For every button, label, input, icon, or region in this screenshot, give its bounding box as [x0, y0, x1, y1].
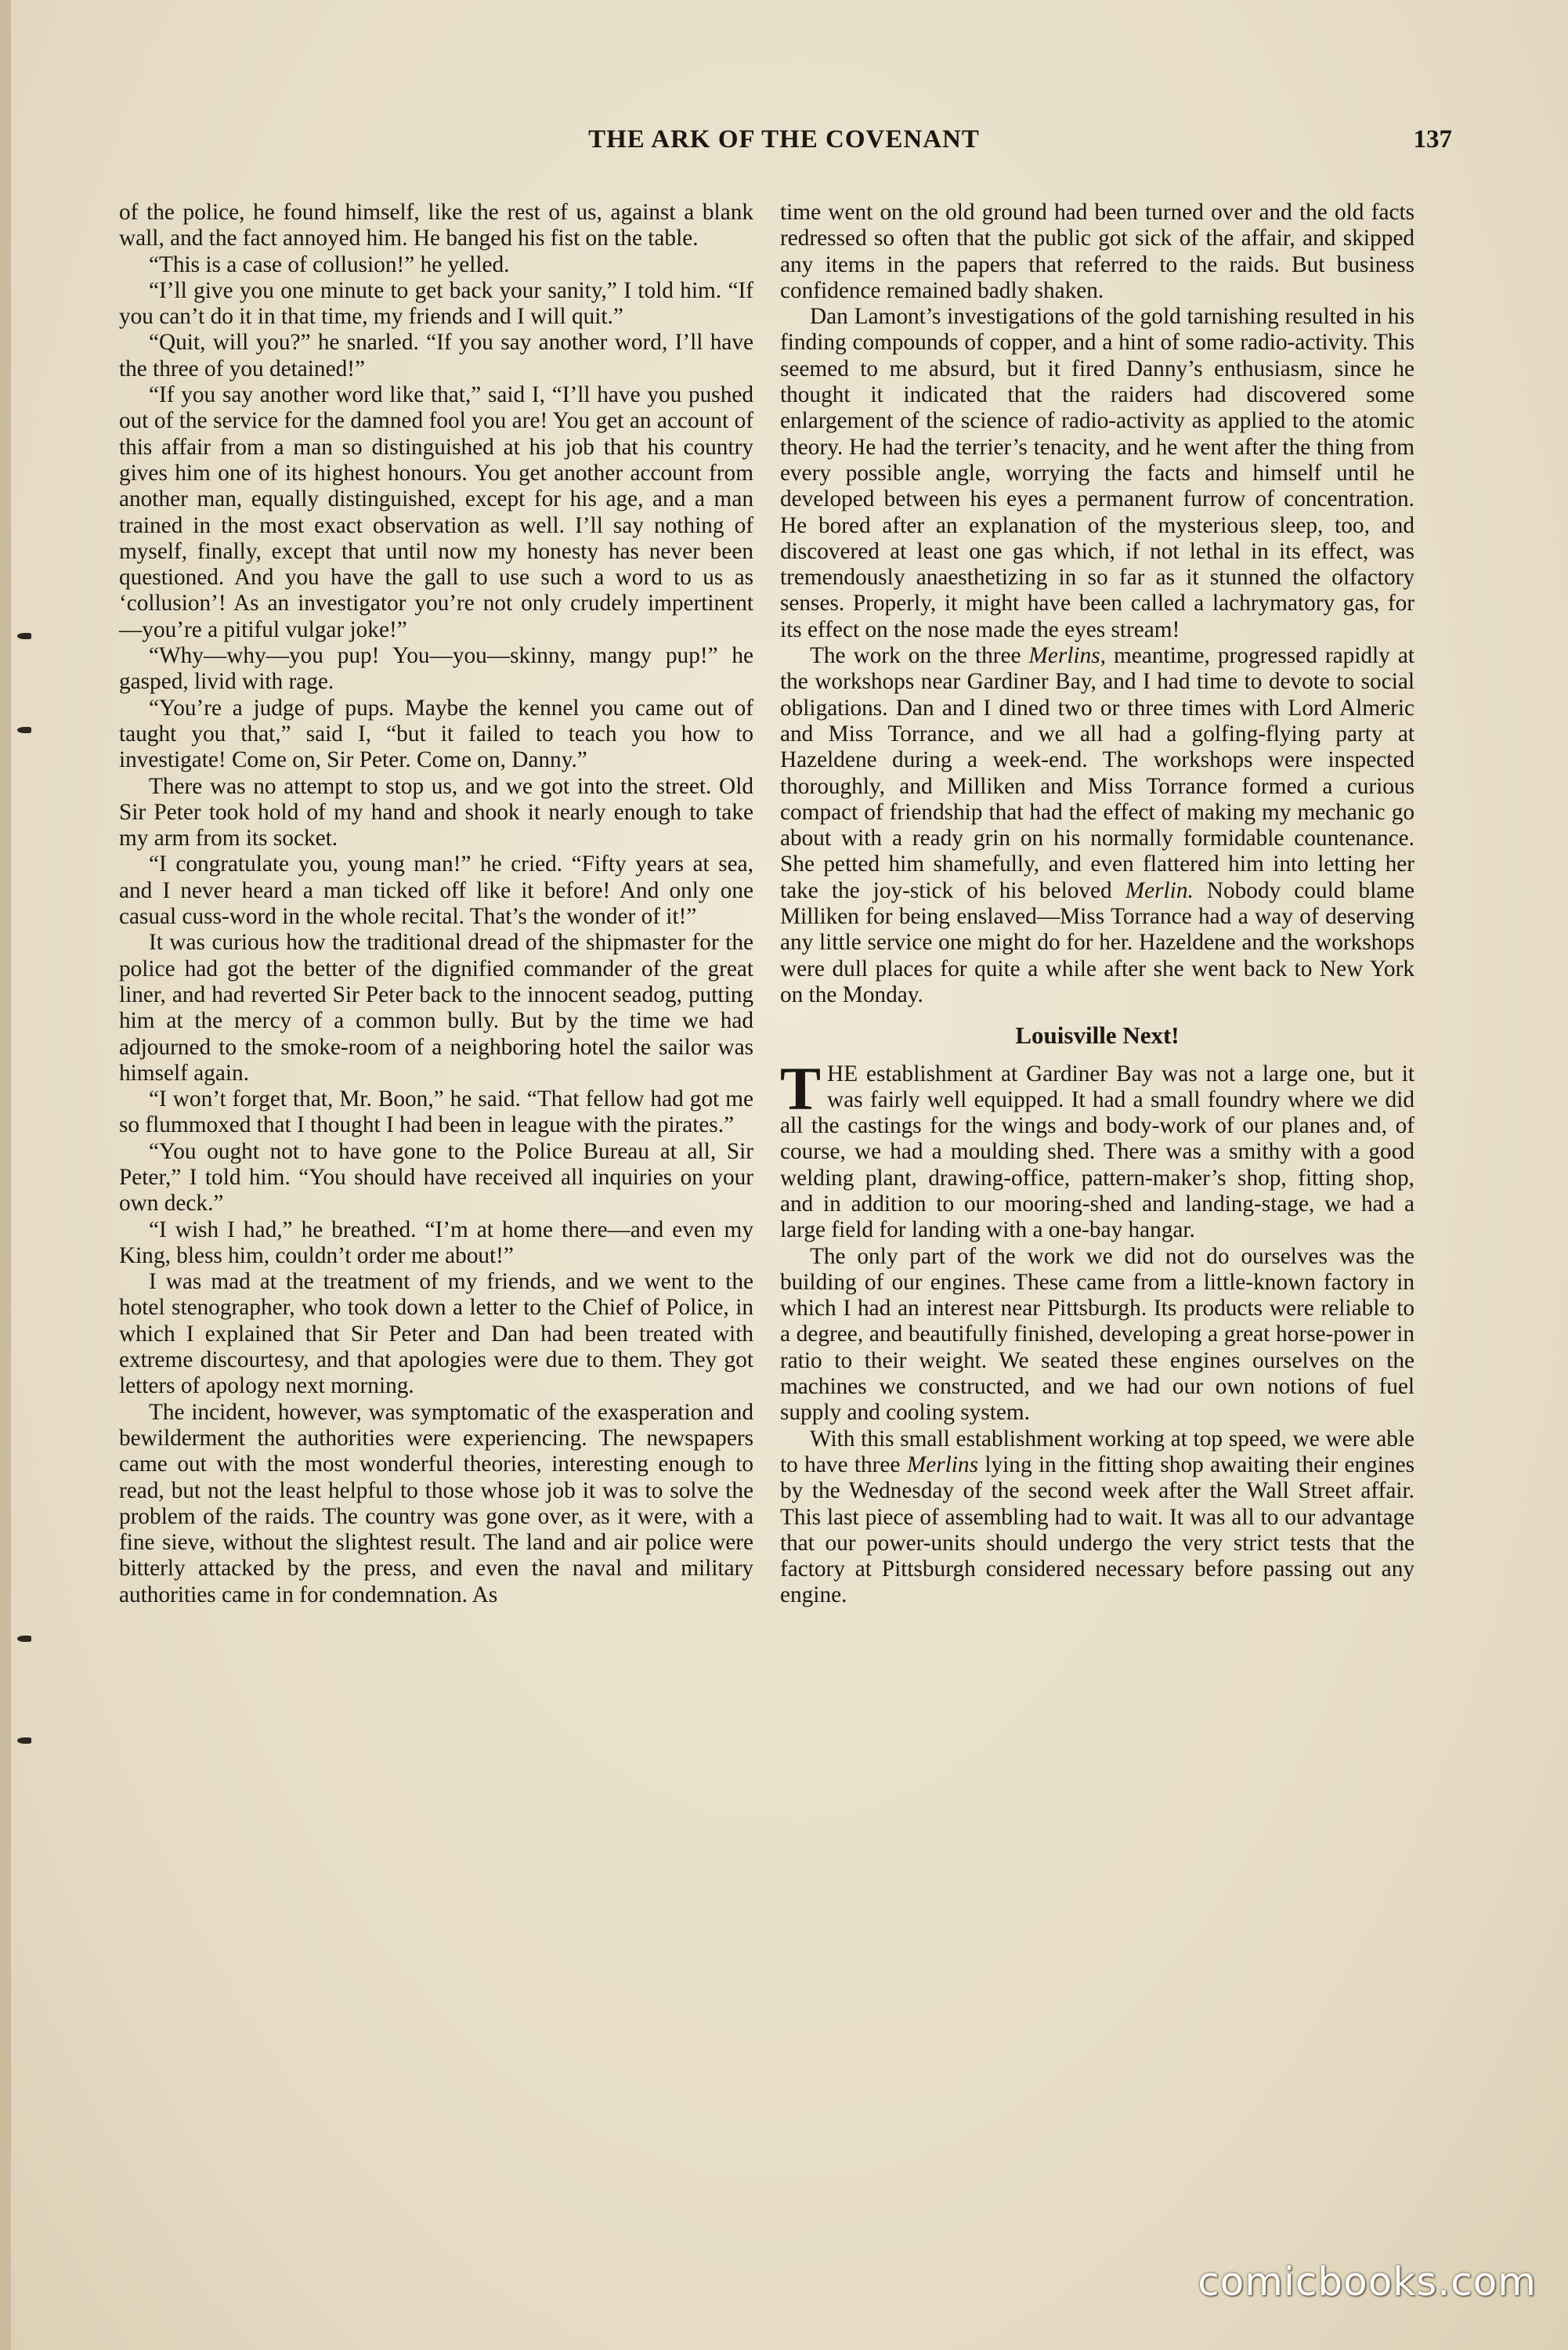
running-header — [117, 118, 1451, 172]
margin-binding-mark — [17, 633, 31, 639]
margin-binding-mark — [17, 727, 31, 733]
text-run: Nobody could blame Milliken for being enslaved—Miss Torrance had a way of deserving any little service one might do for her. Hazeldene and the workshops were dull places for quite a while after she went back to New York on the Monday. — [780, 877, 1415, 1007]
paragraph: “You’re a judge of pups. Maybe the kennel you came out of taught you that,” said I, “but it failed to teach you how to investigate! Come on, Sir Peter. Come on, Danny.” — [119, 695, 753, 773]
paragraph-merlins — [780, 643, 1414, 1008]
ship-name: Merlins, — [1028, 643, 1106, 669]
paragraph: of the police, he found himself, like the rest of us, against a blank wall, and the fact annoyed him. He banged his fist on the table. — [119, 200, 753, 251]
ship-name: Merlin. — [1125, 877, 1194, 903]
page-number: 137 — [1413, 125, 1452, 154]
paragraph: “Quit, will you?” he snarled. “If you say another word, I’ll have the three of you detained!” — [119, 330, 753, 381]
paragraph: I was mad at the treatment of my friends, and we went to the hotel stenographer, who took down a letter to the Chief of Police, in which I explained that Sir Peter and Dan had been treated with extreme discourtesy, and that apologies were due to them. They got letters of apology next morning. — [119, 1269, 753, 1399]
paragraph: “I’ll give you one minute to get back your sanity,” I told him. “If you can’t do it in that time, my friends and I will quit.” — [119, 277, 753, 330]
text-run: The work on the three — [810, 643, 1029, 669]
text-run: HE establishment at Gardiner Bay was not a large one, but it was fairly well equipped. It had a small foundry where we did all the castings for the wings and body-work of our planes and, of course, we had a moulding shed. There was a smithy with a good welding plant, drawing-office, pattern-maker’s shop, fitting shop, and in addition to our mooring-shed and landing-stage, we had a large field for landing with a one-bay hangar. — [780, 1061, 1414, 1243]
running-title: THE ARK OF THE COVENANT — [588, 125, 980, 154]
text-run: lying in the fitting shop awaiting their engines by the Wednesday of the second week after the Wall Street affair. This last piece of assembling had to wait. It was all to our advantage that our power-units should undergo the very strict tests that the factory at Pittsburgh considered necessary before passing out any engine. — [780, 1452, 1414, 1608]
paragraph: “I won’t forget that, Mr. Boon,” he said. “That fellow had got me so flummoxed that I thought I had been in league with the pirates.” — [119, 1086, 753, 1138]
paragraph: Dan Lamont’s investigations of the gold tarnishing resulted in his finding compounds of copper, and a hint of some radio-activity. This seemed to me absurd, but it fired Danny’s enthusiasm, since he thought it indicated that the raiders had discovered some enlargement of the science of radio-activity as applied to the atomic theory. He had the terrier’s tenacity, and he went after the thing from every possible angle, worrying the facts and himself until he developed between his eyes a permanent furrow of concentration. He bored after an explanation of the mysterious sleep, too, and discovered at least one gas which, if not lethal in its effect, was tremendously anaesthetizing in so far as it stunned the olfactory senses. Properly, it might have been called a lachrymatory gas, for its effect on the nose made the eyes stream! — [780, 304, 1414, 642]
paragraph: “I congratulate you, young man!” he cried. “Fifty years at sea, and I never heard a man ticked off like it before! And only one casual cuss-word in the whole recital. That’s the wonder of it!” — [119, 851, 753, 930]
right-column — [780, 200, 1414, 1609]
paragraph: The incident, however, was symptomatic of the exasperation and bewilderment the authorities were experiencing. The newspapers came out with the most wonderful theories, interesting enough to read, but not the least helpful to those whose job it was to solve the problem of the raids. The country was gone over, as it were, with a fine sieve, without the slightest result. The land and air police were bitterly attacked by the press, and even the naval and military authorities came in for condemnation. As — [119, 1399, 753, 1607]
margin-binding-mark — [17, 1636, 31, 1642]
left-column — [119, 200, 753, 1608]
paragraph: “This is a case of collusion!” he yelled. — [149, 251, 510, 277]
drop-cap: T — [780, 1054, 822, 1123]
paragraph: “Why—why—you pup! You—you—skinny, mangy pup!” he gasped, livid with rage. — [119, 643, 753, 695]
paragraph: time went on the old ground had been turned over and the old facts redressed so often that the public got sick of the affair, and skipped any items in the papers that referred to the raids. But business confidence remained badly shaken. — [780, 200, 1414, 303]
paragraph: The only part of the work we did not do ourselves was the building of our engines. These came from a little-known factory in which I had an interest near Pittsburgh. Its products were reliable to a degree, and beautifully finished, developing a great horse-power in ratio to their weight. We seated these engines ourselves on the machines we constructed, and we had our own notions of fuel supply and cooling system. — [780, 1243, 1414, 1426]
ship-name: Merlins — [906, 1452, 978, 1477]
margin-binding-mark — [17, 1737, 31, 1744]
paragraph-dropcap — [780, 1054, 1414, 1244]
paragraph: There was no attempt to stop us, and we got into the street. Old Sir Peter took hold of my hand and shook it nearly enough to take my arm from its socket. — [119, 773, 753, 851]
paragraph-final — [780, 1426, 1414, 1609]
paragraph: “I wish I had,” he breathed. “I’m at home there—and even my King, bless him, couldn’t order me about!” — [119, 1217, 753, 1268]
text-run: With this small establishment working at top speed, we were able to have three — [780, 1426, 1414, 1477]
paragraph: “If you say another word like that,” said I, “I’ll have you pushed out of the service for the damned fool you are! You get an account of this affair from a man so distinguished at his job that his country gives him one of its highest honours. You get another account from another man, equally distinguished, except for his age, and a man trained in the most exact observation as well. I’ll say nothing of myself, finally, except that until now my honesty has never been questioned. And you have the gall to use such a word to us as ‘collusion’! As an investigator you’re not only crudely impertinent—you’re a pitiful vulgar joke!” — [119, 382, 753, 642]
site-watermark: comicbooks.com — [1198, 2259, 1537, 2305]
paragraph: It was curious how the traditional dread of the shipmaster for the police had got the better of the dignified commander of the great liner, and had reverted Sir Peter back to the innocent seadog, putting him at the mercy of a common bully. But by the time we had adjourned to the smoke-room of a neighboring hotel the sailor was himself again. — [119, 930, 753, 1086]
section-subheading: Louisville Next! — [1015, 1021, 1180, 1050]
text-run: meantime, progressed rapidly at the workshops near Gardiner Bay, and I had time to devote to social obligations. Dan and I dined two or three times with Lord Almeric and Miss Torrance, and we all had a golfing-flying party at Hazeldene during a week-end. The workshops were inspected thoroughly, and Milliken and Miss Torrance formed a curious compact of friendship that had the effect of making my mechanic go about with a ready grin on his normally formidable countenance. She petted him shamefully, and even flattered him into letting her take the joy-stick of his beloved — [780, 643, 1414, 903]
page-edge — [0, 0, 11, 2350]
paragraph: “You ought not to have gone to the Police Bureau at all, Sir Peter,” I told him. “You should have received all inquiries on your own deck.” — [119, 1138, 753, 1217]
